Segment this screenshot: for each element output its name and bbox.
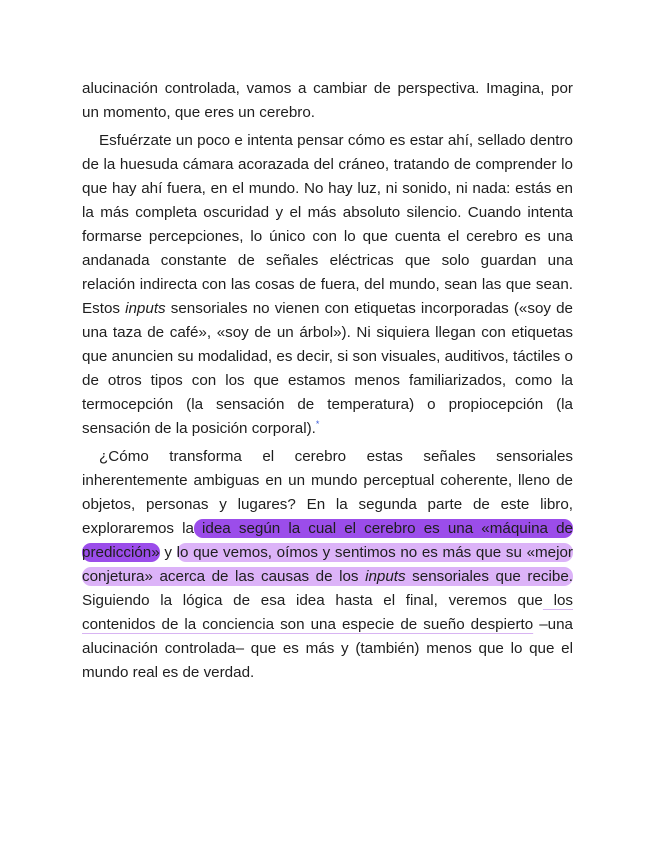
footnote-marker[interactable]: * <box>315 418 320 429</box>
paragraph-1-rest: sensoriales no vienen con etiquetas incorporadas («soy de una taza de café», «soy de un árbol»). Ni siquiera llegan con etiquetas que anuncien su modalidad, es decir, si son visuales, auditivos, táctiles o de otros tipos con los que estamos menos familiarizados, como la termocepción (la sensación de temperatura) o propiocepción (la sensación de la posición corporal). <box>82 300 573 437</box>
highlight-light-italic: inputs <box>365 568 406 585</box>
highlight-light-text: lo que vemos, oímos y sentimos no es más que su «mejor conjetura» acerca de las causas de los <box>82 544 573 585</box>
paragraph-0 <box>82 77 573 125</box>
highlight-light-end: sensoriales que recibe. <box>405 568 573 585</box>
paragraph-2-conjunction: y <box>159 544 177 561</box>
paragraph-2-middle: Siguiendo la lógica de esa idea hasta el final, veremos que <box>82 592 543 609</box>
highlight-dark[interactable]: idea según la cual el cerebro es una «máquina de predicción» <box>82 520 573 561</box>
underlined-passage[interactable]: los contenidos de la conciencia son una especie de sueño despierto <box>82 592 573 633</box>
paragraph-1 <box>82 129 573 441</box>
paragraph-1-italic: inputs <box>125 300 166 317</box>
paragraph-0-text: alucinación controlada, vamos a cambiar de perspectiva. Imagina, por un momento, que eres un cerebro. <box>82 80 573 121</box>
paragraph-1-text: Esfuérzate un poco e intenta pensar cómo es estar ahí, sellado dentro de la huesuda cámara acorazada del cráneo, tratando de comprender lo que hay ahí fuera, en el mundo. No hay luz, ni sonido, ni nada: estás en la más completa oscuridad y el más absoluto silencio. Cuando intenta formarse percepciones, lo único con lo que cuenta el cerebro es una andanada constante de señales eléctricas que solo guardan una relación indirecta con las cosas de fuera, del mundo, sean las que sean. Estos <box>82 132 573 317</box>
paragraph-2-start: ¿Cómo transforma el cerebro estas señales sensoriales inherentemente ambiguas en un mundo perceptual coherente, lleno de objetos, personas y lugares? En la segunda parte de este libro, exploraremos la <box>82 448 573 537</box>
paragraph-2-end: –una alucinación controlada– que es más y (también) menos que lo que el mundo real es de verdad. <box>82 616 573 681</box>
page-text <box>82 77 573 685</box>
paragraph-2 <box>82 445 573 685</box>
